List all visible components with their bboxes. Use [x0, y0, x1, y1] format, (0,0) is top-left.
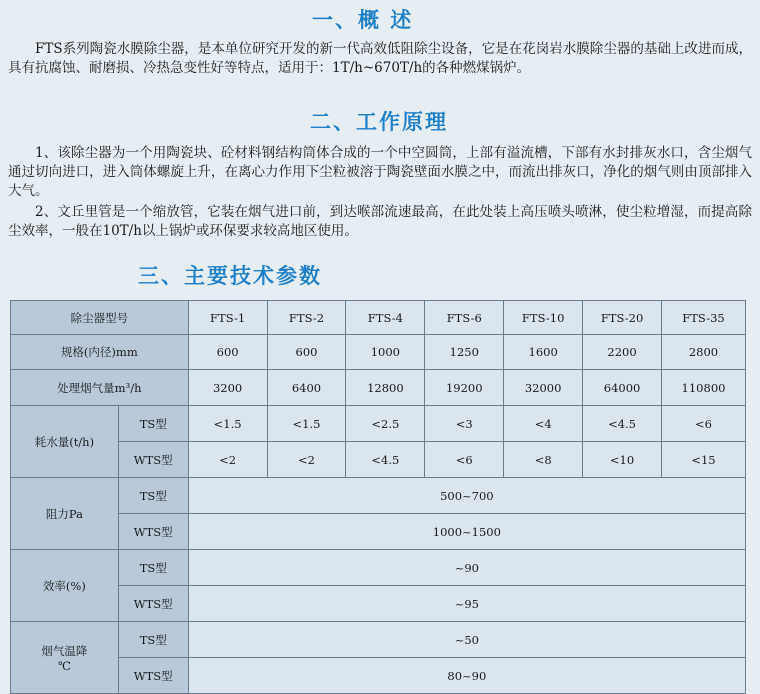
water-wts-cell: <4.5	[346, 442, 425, 478]
overview-paragraph: FTS系列陶瓷水膜除尘器，是本单位研究开发的新一代高效低阻除尘设备，它是在花岗岩水膜除尘器的基础上改进而成，具有抗腐蚀、耐磨损、冷热急变性好等特点，适用于：1T/h~670T/h的各种燃煤锅炉。	[8, 41, 752, 76]
eff-ts-cell: ~90	[188, 550, 745, 586]
model-cell: FTS-1	[188, 301, 267, 335]
water-ts-cell: <4	[504, 406, 583, 442]
water-ts-cell: <2.5	[346, 406, 425, 442]
resist-wts-label: WTS型	[118, 514, 188, 550]
water-ts-label: TS型	[118, 406, 188, 442]
flow-cell: 12800	[346, 370, 425, 406]
water-label: 耗水量(t/h)	[11, 406, 119, 478]
water-wts-cell: <2	[188, 442, 267, 478]
table-row-temp-ts	[11, 622, 746, 658]
temp-wts-label: WTS型	[118, 658, 188, 694]
model-cell: FTS-2	[267, 301, 346, 335]
spec-cell: 600	[188, 335, 267, 370]
principle-paragraph-2: 2、文丘里管是一个缩放管，它装在烟气进口前，到达喉部流速最高，在此处装上高压喷头喷淋，使尘粒增湿，而提高除尘效率，一般在10T/h以上锅炉或环保要求较高地区使用。	[8, 204, 752, 239]
model-cell: FTS-35	[662, 301, 746, 335]
table-row-model	[11, 301, 746, 335]
flow-cell: 19200	[425, 370, 504, 406]
spec-table	[10, 300, 746, 694]
table-row-water-wts	[11, 442, 746, 478]
eff-wts-cell: ~95	[188, 586, 745, 622]
water-wts-cell: <8	[504, 442, 583, 478]
spec-cell: 1600	[504, 335, 583, 370]
table-row-resist-ts	[11, 478, 746, 514]
model-cell: FTS-6	[425, 301, 504, 335]
spec-cell: 1000	[346, 335, 425, 370]
principle-heading: 二、工作原理	[310, 110, 448, 134]
flow-cell: 64000	[583, 370, 662, 406]
water-wts-cell: <10	[583, 442, 662, 478]
principle-paragraph-1: 1、该除尘器为一个用陶瓷块、砼材料钢结构筒体合成的一个中空圆筒，上部有溢流槽，下部有水封排灰水口，含尘烟气通过切向进口，进入筒体螺旋上升，在离心力作用下尘粒被溶于陶瓷壁面水膜之中，而流出排灰口，净化的烟气则由顶部排入大气。	[8, 145, 752, 199]
spec-cell: 2800	[662, 335, 746, 370]
spec-label: 规格(内径)mm	[11, 335, 189, 370]
resist-wts-cell: 1000~1500	[188, 514, 745, 550]
water-ts-cell: <3	[425, 406, 504, 442]
temp-ts-cell: ~50	[188, 622, 745, 658]
table-row-resist-wts	[11, 514, 746, 550]
flow-cell: 32000	[504, 370, 583, 406]
spec-cell: 2200	[583, 335, 662, 370]
table-row-temp-wts	[11, 658, 746, 694]
water-wts-cell: <2	[267, 442, 346, 478]
table-row-water-ts	[11, 406, 746, 442]
table-row-spec	[11, 335, 746, 370]
temp-ts-label: TS型	[118, 622, 188, 658]
flow-cell: 6400	[267, 370, 346, 406]
table-row-eff-ts	[11, 550, 746, 586]
eff-wts-label: WTS型	[118, 586, 188, 622]
eff-label: 效率(%)	[11, 550, 119, 622]
table-row-flow	[11, 370, 746, 406]
water-wts-label: WTS型	[118, 442, 188, 478]
model-cell: FTS-4	[346, 301, 425, 335]
resist-ts-label: TS型	[118, 478, 188, 514]
water-ts-cell: <1.5	[267, 406, 346, 442]
water-ts-cell: <4.5	[583, 406, 662, 442]
resist-label: 阻力Pa	[11, 478, 119, 550]
temp-wts-cell: 80~90	[188, 658, 745, 694]
water-wts-cell: <6	[425, 442, 504, 478]
spec-cell: 600	[267, 335, 346, 370]
table-row-eff-wts	[11, 586, 746, 622]
model-cell: FTS-10	[504, 301, 583, 335]
params-heading: 三、主要技术参数	[138, 264, 322, 288]
water-ts-cell: <1.5	[188, 406, 267, 442]
eff-ts-label: TS型	[118, 550, 188, 586]
water-ts-cell: <6	[662, 406, 746, 442]
flow-cell: 3200	[188, 370, 267, 406]
flow-cell: 110800	[662, 370, 746, 406]
flow-label: 处理烟气量m³/h	[11, 370, 189, 406]
resist-ts-cell: 500~700	[188, 478, 745, 514]
water-wts-cell: <15	[662, 442, 746, 478]
spec-cell: 1250	[425, 335, 504, 370]
temp-label: 烟气温降 ℃	[11, 622, 119, 694]
model-label: 除尘器型号	[11, 301, 189, 335]
overview-heading: 一、概 述	[312, 8, 414, 32]
model-cell: FTS-20	[583, 301, 662, 335]
